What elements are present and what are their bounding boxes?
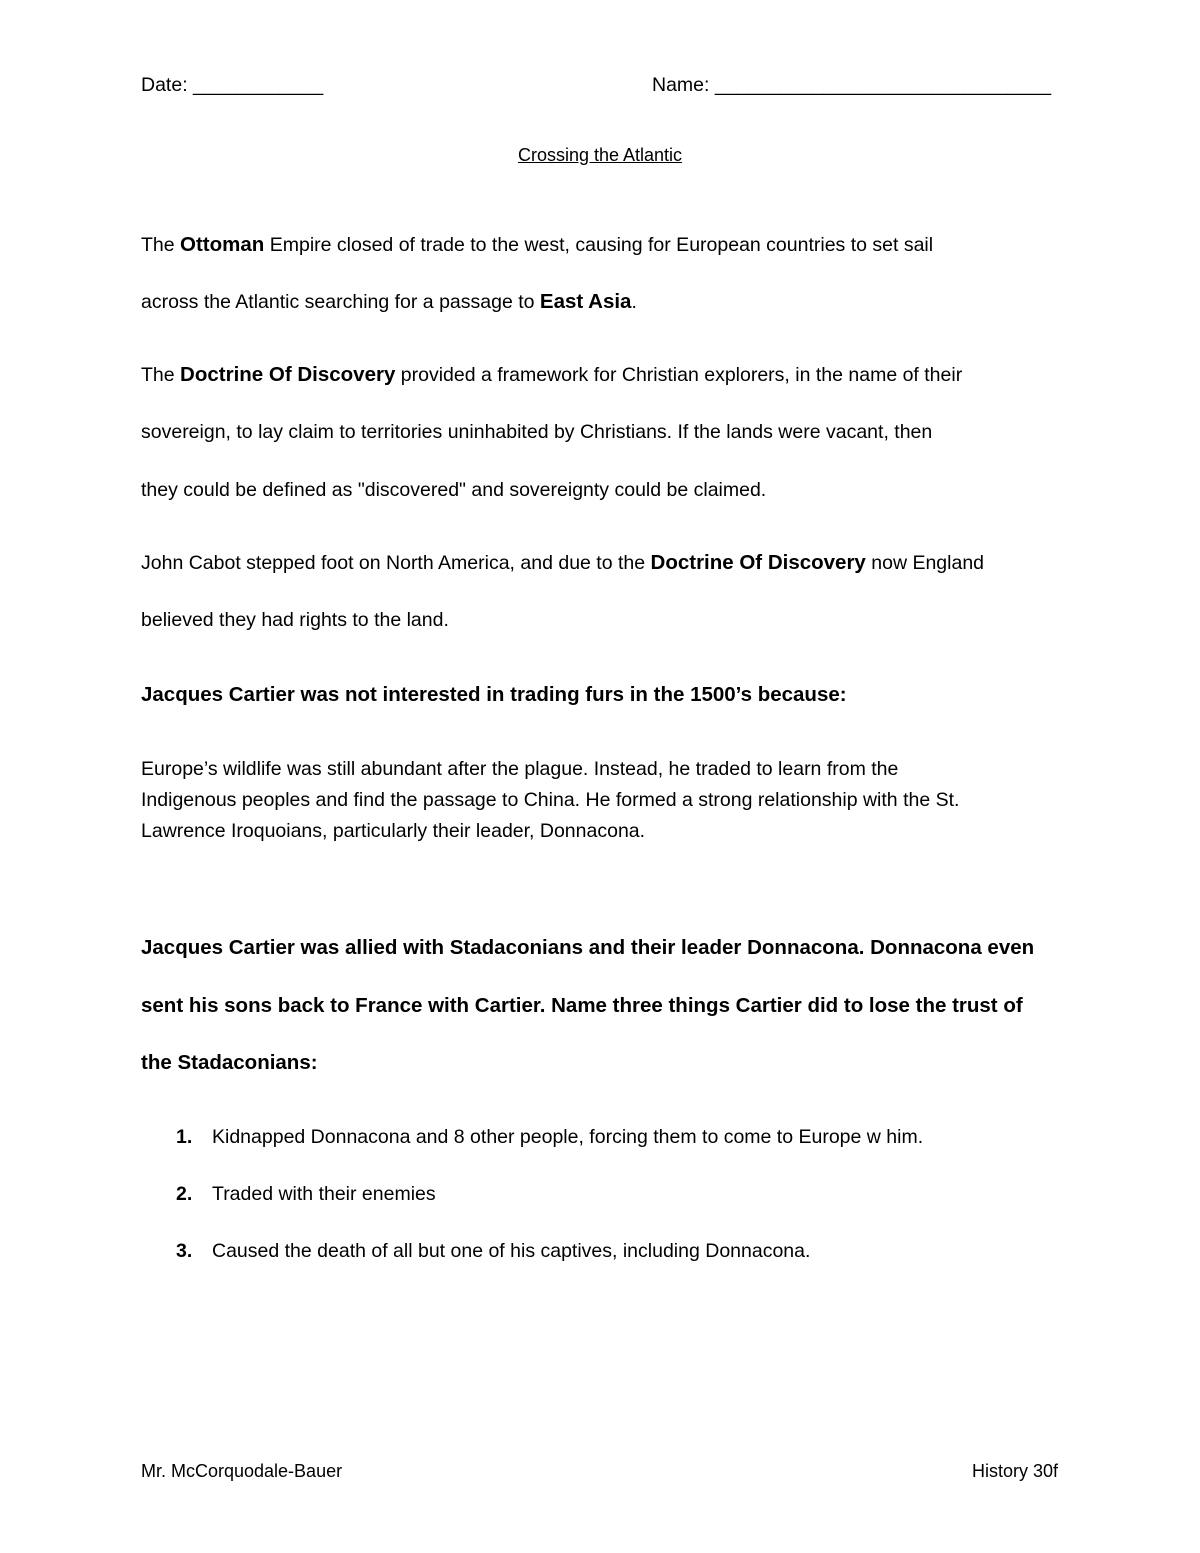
list-text: Caused the death of all but one of his captives, including Donnacona. <box>212 1240 811 1262</box>
paragraph-2-line-3: they could be defined as "discovered" and sovereignty could be claimed. <box>141 479 767 501</box>
list-number: 2. <box>176 1183 193 1205</box>
text: The <box>141 364 181 386</box>
text: John Cabot stepped foot on North America, and due to the <box>141 552 651 574</box>
paragraph-3-line-2: believed they had rights to the land. <box>141 609 449 631</box>
text: across the Atlantic searching for a passage to <box>141 291 540 313</box>
key-term: Doctrine Of Discovery <box>180 363 396 386</box>
list-number: 1. <box>176 1126 193 1148</box>
answer-1-line-3: Lawrence Iroquoians, particularly their leader, Donnacona. <box>141 820 646 842</box>
page-title: Crossing the Atlantic <box>517 145 683 165</box>
footer-course: History 30f <box>971 1461 1058 1481</box>
list-item <box>176 1126 923 1149</box>
list-number: 3. <box>176 1240 193 1262</box>
key-term: Ottoman <box>180 233 265 256</box>
name-field: Name: _______________________________ <box>652 74 1052 96</box>
answer-1-line-1: Europe’s wildlife was still abundant after the plague. Instead, he traded to learn from the <box>141 758 899 780</box>
footer-author: Mr. McCorquodale-Bauer <box>141 1461 343 1481</box>
answer-1 <box>141 754 959 847</box>
text: Empire closed of trade to the west, causing for European countries to set sail <box>264 234 934 256</box>
paragraph-2-line-2: sovereign, to lay claim to territories uninhabited by Christians. If the lands were vacant, then <box>141 421 933 443</box>
date-field: Date: ____________ <box>141 74 324 96</box>
question-1: Jacques Cartier was not interested in trading furs in the 1500’s because: <box>141 683 847 706</box>
list-item <box>176 1240 810 1263</box>
text: . <box>631 291 637 313</box>
list-item <box>176 1183 436 1206</box>
key-term: Doctrine Of Discovery <box>650 551 866 574</box>
key-term: East Asia <box>539 290 632 313</box>
question-2-line-3: the Stadaconians: <box>141 1051 318 1074</box>
list-text: Traded with their enemies <box>212 1183 436 1205</box>
text: The <box>141 234 181 256</box>
question-2-line-1: Jacques Cartier was allied with Stadaconians and their leader Donnacona. Donnacona even <box>141 936 1035 959</box>
paragraph-2-line-1 <box>141 363 962 387</box>
text: now England <box>865 552 985 574</box>
list-text: Kidnapped Donnacona and 8 other people, forcing them to come to Europe w him. <box>212 1126 924 1148</box>
paragraph-1-line-1 <box>141 233 933 257</box>
paragraph-1-line-2 <box>141 290 637 314</box>
paragraph-3-line-1 <box>141 551 984 575</box>
answer-1-line-2: Indigenous peoples and find the passage to China. He formed a strong relationship with the St. <box>141 789 960 811</box>
text: provided a framework for Christian explorers, in the name of their <box>395 364 963 386</box>
question-2-line-2: sent his sons back to France with Cartier. Name three things Cartier did to lose the trust of <box>141 994 1023 1017</box>
